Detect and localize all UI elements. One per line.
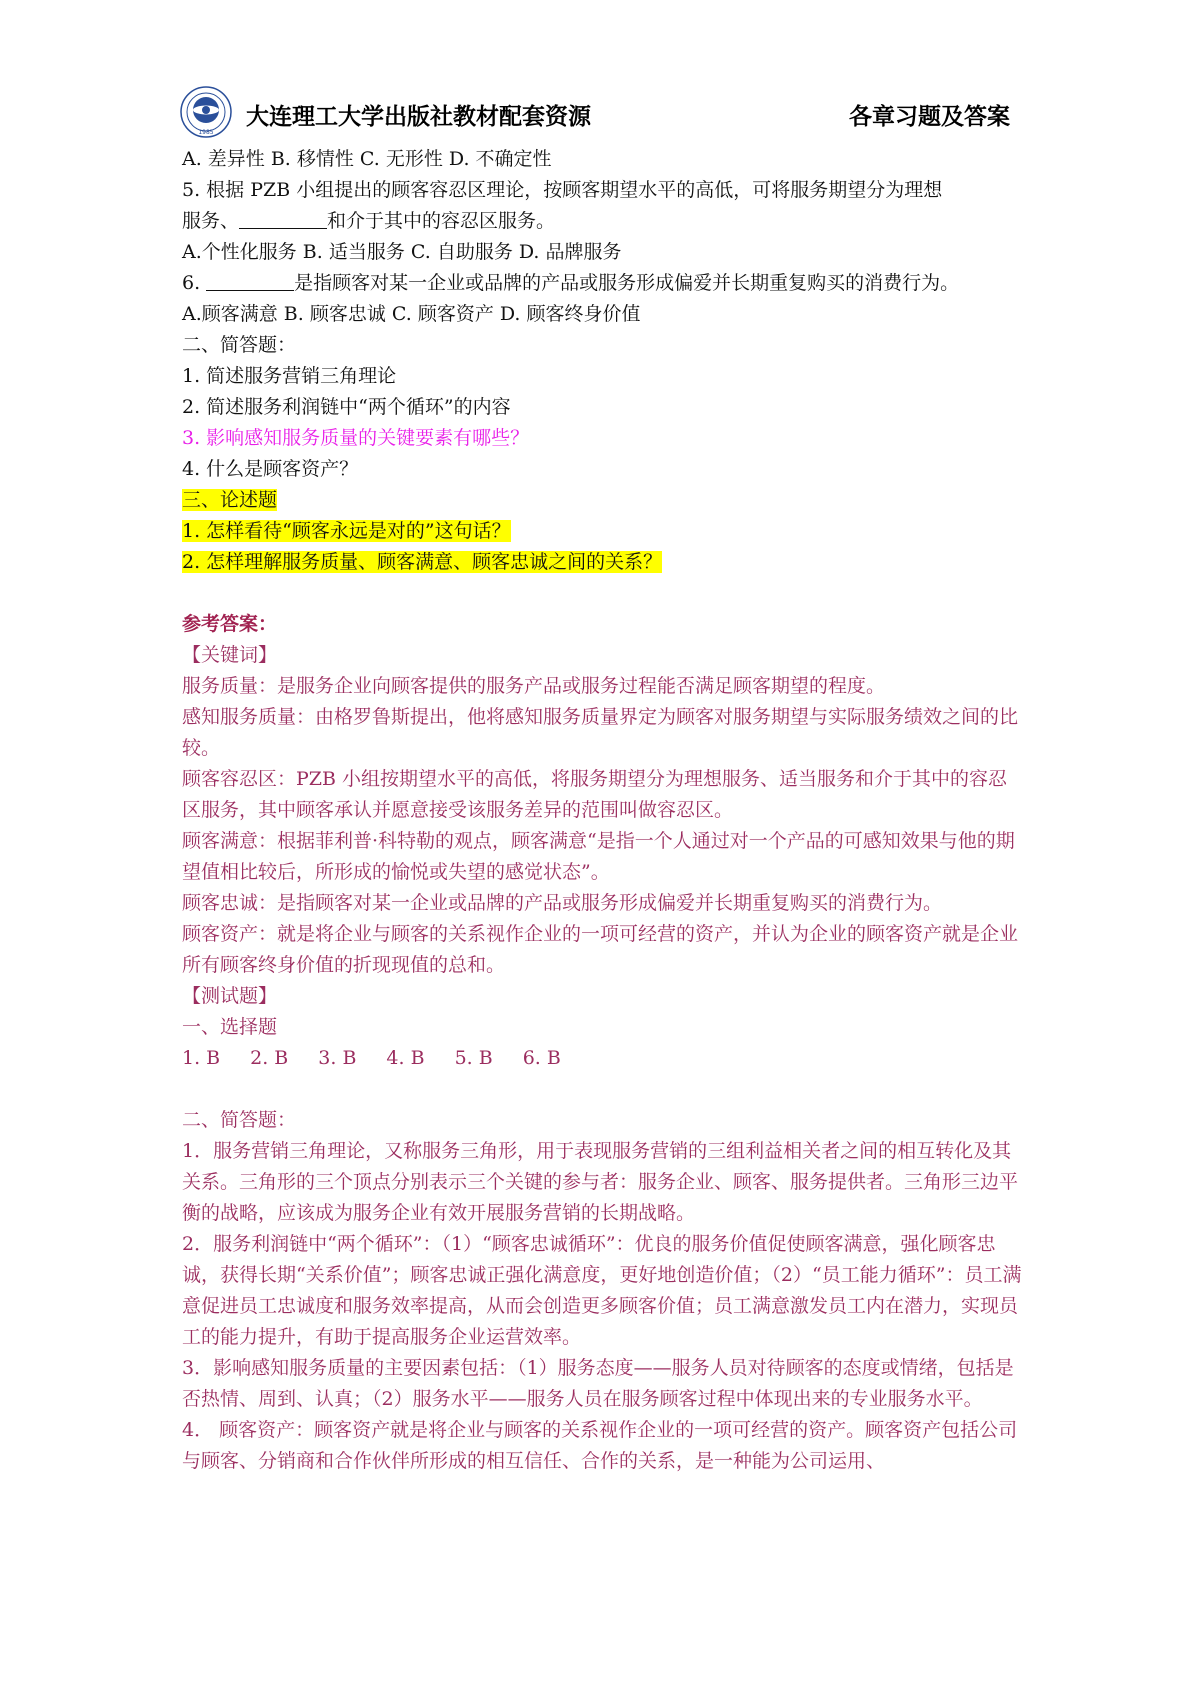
short-question-1: 1. 简述服务营销三角理论: [182, 365, 397, 387]
logo-year: 1985: [198, 129, 214, 136]
q5-stem-line1: 5. 根据 PZB 小组提出的顾客容忍区理论，按顾客期望水平的高低，可将服务期望分为理想: [182, 179, 943, 201]
keyword-customer-equity: 顾客资产：就是将企业与顾客的关系视作企业的一项可经营的资产，并认为企业的顾客资产就是企业所有顾客终身价值的折现现值的总和。: [182, 923, 1019, 976]
keywords-heading: 【关键词】: [182, 644, 278, 666]
keyword-service-quality: 服务质量：是服务企业向顾客提供的服务产品或服务过程能否满足顾客期望的程度。: [182, 675, 886, 697]
essay-question-2: 2. 怎样理解服务质量、顾客满意、顾客忠诚之间的关系？: [182, 551, 663, 573]
q6-stem: [182, 268, 1022, 299]
q5-options: A.个性化服务 B. 适当服务 C. 自助服务 D. 品牌服务: [182, 241, 622, 263]
choice-answer: 3. B: [318, 1047, 357, 1069]
choice-heading: 一、选择题: [182, 1016, 278, 1038]
test-heading: 【测试题】: [182, 985, 278, 1007]
page-content: [182, 144, 1022, 1477]
q6-number: 6.: [182, 272, 207, 294]
choice-answers: [182, 1043, 1022, 1074]
short-answer-heading: 二、简答题：: [182, 334, 297, 356]
q5-blank: [239, 208, 327, 229]
q5-stem-part-b: 和介于其中的容忍区服务。: [327, 210, 556, 232]
q6-blank: [206, 270, 294, 291]
chapter-title: 各章习题及答案: [849, 104, 1010, 130]
q6-options: A.顾客满意 B. 顾客忠诚 C. 顾客资产 D. 顾客终身价值: [182, 303, 641, 325]
short-answer-3: 3．影响感知服务质量的主要因素包括：（1）服务态度——服务人员对待顾客的态度或情绪，包括是否热情、周到、认真；（2）服务水平——服务人员在服务顾客过程中体现出来的专业服务水平。: [182, 1357, 1014, 1410]
choice-answer: 5. B: [454, 1047, 493, 1069]
short-answers-heading: 二、简答题：: [182, 1109, 297, 1131]
short-question-2: 2. 简述服务利润链中“两个循环”的内容: [182, 396, 511, 418]
choice-answer: 2. B: [250, 1047, 289, 1069]
q4-options: A. 差异性 B. 移情性 C. 无形性 D. 不确定性: [182, 148, 552, 170]
choice-answer: 4. B: [386, 1047, 425, 1069]
q5-stem-part-a: 服务、: [182, 210, 240, 232]
keyword-perceived-quality: 感知服务质量：由格罗鲁斯提出，他将感知服务质量界定为顾客对服务期望与实际服务绩效之间的比较。: [182, 706, 1019, 759]
essay-question-1: 1. 怎样看待“顾客永远是对的”这句话？: [182, 520, 511, 542]
choice-answer: 1. B: [182, 1047, 221, 1069]
page-header: [180, 84, 1020, 144]
keyword-tolerance-zone: 顾客容忍区：PZB 小组按期望水平的高低，将服务期望分为理想服务、适当服务和介于其中的容忍区服务，其中顾客承认并愿意接受该服务差异的范围叫做容忍区。: [182, 768, 1007, 821]
short-answer-1: 1．服务营销三角理论，又称服务三角形，用于表现服务营销的三组利益相关者之间的相互转化及其关系。三角形的三个顶点分别表示三个关键的参与者：服务企业、顾客、服务提供者。三角形三边平衡的战略，应该成为服务企业有效开展服务营销的长期战略。: [182, 1140, 1019, 1224]
essay-heading: 三、论述题: [182, 489, 278, 511]
q6-stem-text: 是指顾客对某一企业或品牌的产品或服务形成偏爱并长期重复购买的消费行为。: [294, 272, 960, 294]
short-question-3: 3. 影响感知服务质量的关键要素有哪些？: [182, 427, 530, 449]
answers-heading: 参考答案：: [182, 613, 278, 635]
short-question-4: 4. 什么是顾客资产？: [182, 458, 359, 480]
short-answer-4: 4． 顾客资产：顾客资产就是将企业与顾客的关系视作企业的一项可经营的资产。顾客资产包括公司与顾客、分销商和合作伙伴所形成的相互信任、合作的关系，是一种能为公司运用、: [182, 1419, 1018, 1472]
q5-stem-line2: [182, 206, 1022, 237]
university-logo-icon: [180, 86, 232, 138]
short-answer-2: 2．服务利润链中“两个循环”：（1）“顾客忠诚循环”：优良的服务价值促使顾客满意，强化顾客忠诚，获得长期“关系价值”；顾客忠诚正强化满意度，更好地创造价值；（2）“员工能力循环”：员工满意促进员工忠诚度和服务效率提高，从而会创造更多顾客价值；员工满意激发员工内在潜力，实现员工的能力提升，有助于提高服务企业运营效率。: [182, 1233, 1022, 1348]
keyword-loyalty: 顾客忠诚：是指顾客对某一企业或品牌的产品或服务形成偏爱并长期重复购买的消费行为。: [182, 892, 943, 914]
publisher-title: 大连理工大学出版社教材配套资源: [246, 104, 591, 130]
choice-answer: 6. B: [522, 1047, 561, 1069]
keyword-satisfaction: 顾客满意：根据菲利普·科特勒的观点，顾客满意“是指一个人通过对一个产品的可感知效果与他的期望值相比较后，所形成的愉悦或失望的感觉状态”。: [182, 830, 1015, 883]
